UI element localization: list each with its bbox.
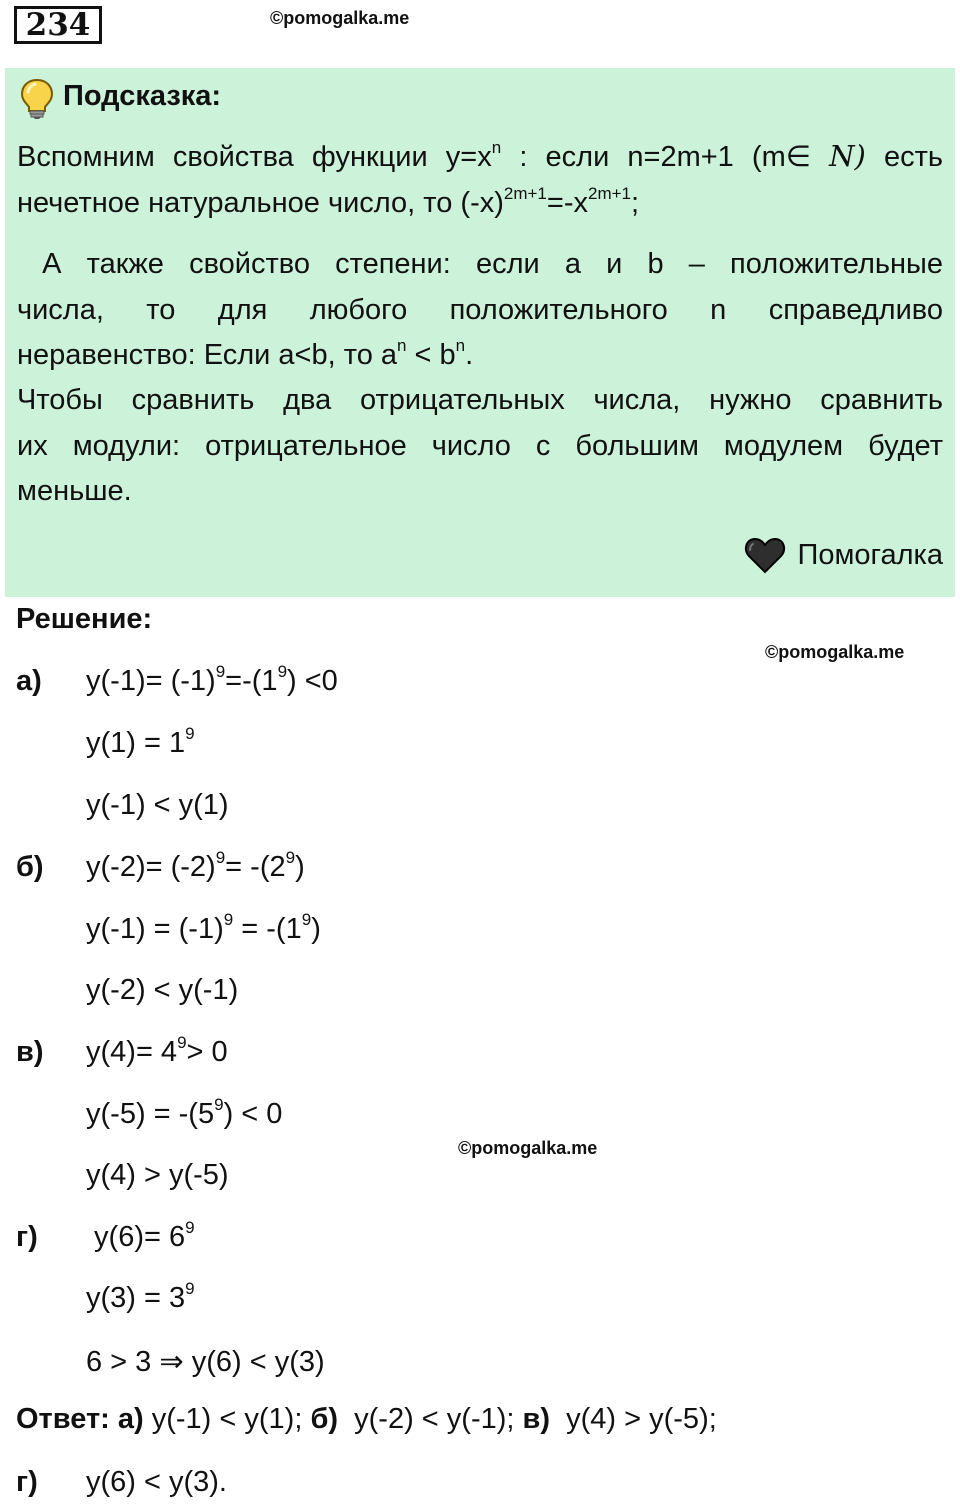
part-a-line-1: $y(-1)= (-1)^9=-(1^9) <0$ (86, 662, 338, 697)
part-v-label: в) (16, 1036, 44, 1068)
hint-paragraph-function-property: Вспомним свойства функции $y=x^n$ : если n=2m+1 (m∈ N) есть нечетное натуральное число, то $(-x)^{2m+1}=-x^{2m+1}$; (17, 138, 943, 219)
hint-title: Подсказка: (63, 80, 222, 112)
hint-paragraph-negative-compare: Чтобы сравнить два отрицательных числа, нужно сравнить их модули: отрицательное число с большим модулем будет меньше. (17, 384, 943, 507)
answer-g-text: y(6) < y(3). (86, 1466, 227, 1498)
heart-icon (744, 536, 786, 574)
brand-name: Помогалка (797, 538, 943, 571)
part-a-line-2: $y(1) = 1^9$ (86, 724, 195, 759)
answer-line: Ответ: а) y(-1) < y(1); б) y(-2) < y(-1); в) y(4) > y(-5); (16, 1403, 717, 1435)
part-v-line-2: $y(-5) = -(5^9) < 0$ (86, 1095, 283, 1130)
hint-box (5, 68, 955, 597)
part-v-line-1: $y(4)= 4^9> 0$ (86, 1033, 228, 1068)
part-v-line-3: y(4) > y(-5) (86, 1159, 229, 1191)
hint-paragraph-power-property: А также свойство степени: если a и b – положительные числа, то для любого положительного n справедливо неравенство: Если a<b, то $a^n < b^n$. (17, 248, 943, 371)
part-a-line-3: y(-1) < y(1) (86, 789, 229, 821)
part-b-label: б) (16, 851, 44, 883)
part-g-line-2: $y(3) = 3^9$ (86, 1279, 195, 1314)
part-g-line-1: $y(6)= 6^9$ (86, 1218, 195, 1253)
part-b-line-3: y(-2) < y(-1) (86, 974, 239, 1006)
watermark: ©pomogalka.me (765, 642, 905, 662)
solution-title: Решение: (16, 603, 153, 635)
answer-g-label: г) (16, 1466, 38, 1498)
brand-signature (744, 536, 943, 574)
part-a-label: а) (16, 665, 42, 697)
part-b-line-2: $y(-1) = (-1)^9 = -(1^9)$ (86, 910, 321, 945)
part-g-line-3: 6 > 3 ⇒ y(6) < y(3) (86, 1346, 325, 1378)
part-b-line-1: $y(-2)= (-2)^9= -(2^9)$ (86, 848, 305, 883)
watermark: ©pomogalka.me (270, 8, 410, 28)
lightbulb-icon (19, 78, 55, 120)
problem-number: 234 (14, 6, 102, 44)
part-g-label: г) (16, 1221, 38, 1253)
watermark: ©pomogalka.me (458, 1138, 598, 1158)
